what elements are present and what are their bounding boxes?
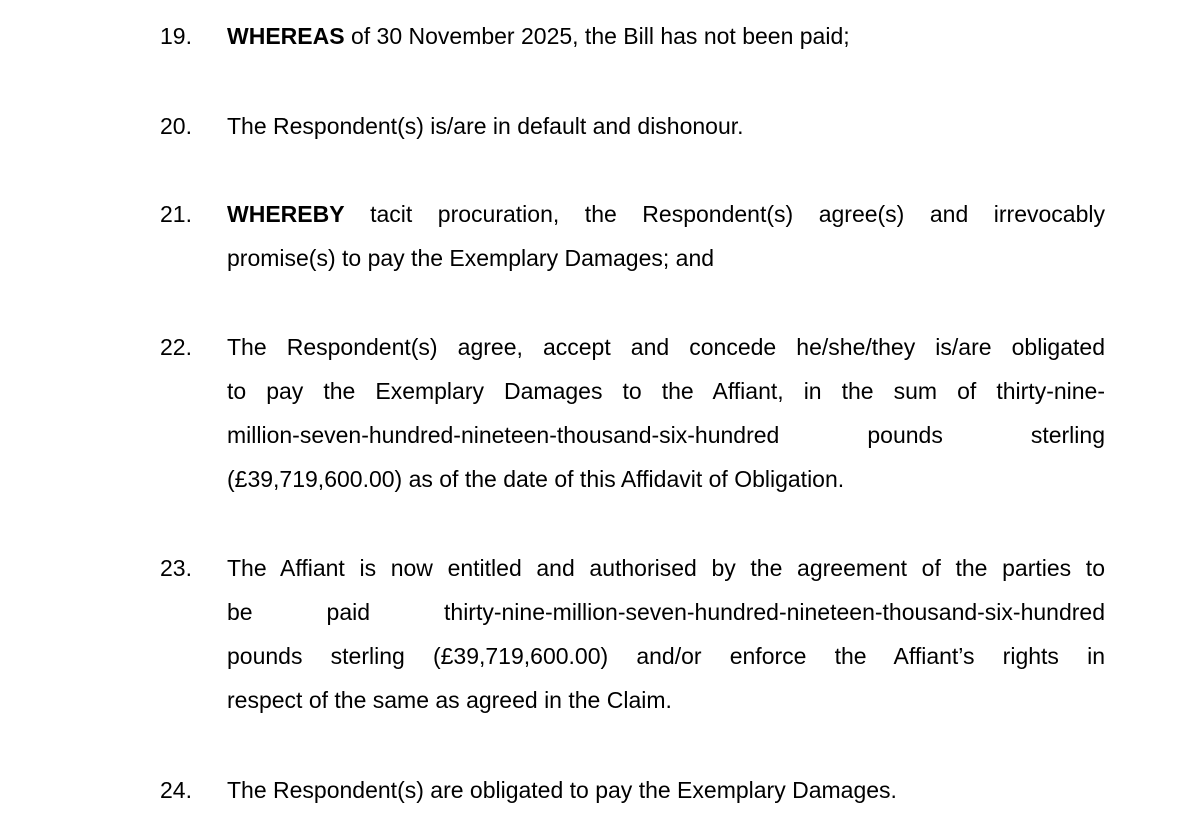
paragraph-line: respect of the same as agreed in the Claim. xyxy=(227,687,672,713)
paragraph-number: 23. xyxy=(160,555,192,581)
paragraph-line: The Respondent(s) are obligated to pay the Exemplary Damages. xyxy=(227,777,897,803)
paragraph-number: 20. xyxy=(160,113,192,139)
paragraph-number: 24. xyxy=(160,777,192,803)
keyword-whereby: WHEREBY xyxy=(227,201,345,227)
paragraph-line: The Respondent(s) is/are in default and dishonour. xyxy=(227,113,744,139)
line-text: of 30 November 2025, the Bill has not been paid; xyxy=(344,23,850,49)
paragraph-line: million-seven-hundred-nineteen-thousand-six-hundred pounds sterling xyxy=(227,422,1105,448)
paragraph-text xyxy=(227,104,1105,148)
paragraph-text xyxy=(227,14,1105,58)
paragraph-text xyxy=(227,192,1105,280)
paragraph-line xyxy=(227,192,1105,236)
paragraph-line: be paid thirty-nine-million-seven-hundred-nineteen-thousand-six-hundred xyxy=(227,599,1105,625)
line-text: tacit procuration, the Respondent(s) agree(s) and irrevocably xyxy=(344,201,1105,227)
paragraph-line: promise(s) to pay the Exemplary Damages; and xyxy=(227,245,715,271)
paragraph-text xyxy=(227,768,1105,812)
paragraph-number: 22. xyxy=(160,334,192,360)
paragraph-line: to pay the Exemplary Damages to the Affiant, in the sum of thirty-nine- xyxy=(227,378,1105,404)
paragraph-text xyxy=(227,546,1105,722)
paragraph-number: 19. xyxy=(160,23,192,49)
paragraph-number: 21. xyxy=(160,201,192,227)
paragraph-line: (£39,719,600.00) as of the date of this Affidavit of Obligation. xyxy=(227,466,845,492)
paragraph-text xyxy=(227,325,1105,501)
keyword-whereas: WHEREAS xyxy=(227,23,345,49)
paragraph-line: The Respondent(s) agree, accept and concede he/she/they is/are obligated xyxy=(227,334,1105,360)
paragraph-line: pounds sterling (£39,719,600.00) and/or enforce the Affiant’s rights in xyxy=(227,643,1105,669)
paragraph-line: The Affiant is now entitled and authorised by the agreement of the parties to xyxy=(227,555,1105,581)
paragraph-line xyxy=(227,14,1105,58)
